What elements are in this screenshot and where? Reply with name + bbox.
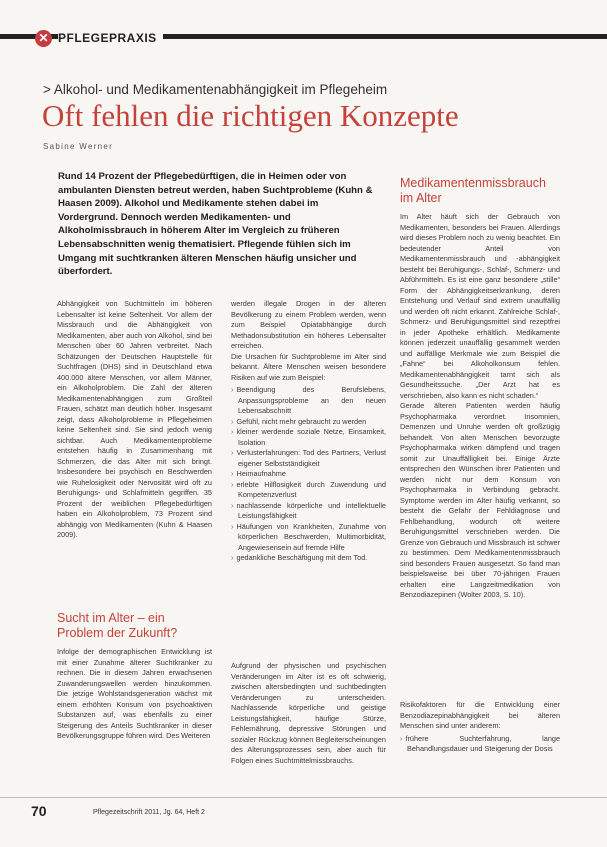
- sub-heading: Sucht im Alter – ein Problem der Zukunft?: [57, 611, 178, 640]
- list-item: › Verlusterfahrungen: Tod des Partners, Verlust eigener Selbstständigkeit: [231, 448, 386, 469]
- body-column-3-continued: [400, 700, 560, 755]
- list-item: › frühere Suchterfahrung, lange Behandlungsdauer und Steigerung der Dosis: [400, 734, 560, 755]
- page-number: 70: [31, 803, 47, 819]
- side-heading: Medikamentenmissbrauch im Alter: [400, 176, 546, 205]
- list-item: › erlebte Hilflosigkeit durch Zuwendung und Kompetenzverlust: [231, 480, 386, 501]
- body-paragraph: Aufgrund der physischen und psychischen Veränderungen im Alter ist es oft schwierig, zwischen altersbedingten und suchtbedingten Veränderungen zu unterscheiden. Nachlassende körperliche und geistige Leistungsfähigkeit, häufige Stürze, Fehlernährung, depressive Störungen und sozialer Rückzug können Begleiterscheinungen des Alterungsprozesses sein, aber auch für Folgen eines Suchtmittelmissbrauchs.: [231, 661, 386, 765]
- footer-citation: Pflegezeitschrift 2011, Jg. 64, Heft 2: [93, 809, 205, 816]
- footer-rule: [0, 797, 607, 798]
- lead-paragraph: Rund 14 Prozent der Pflegebedürftigen, die in Heimen oder von ambulanten Diensten betreut werden, haben Suchtprobleme (Kuhn & Haasen 2009). Alkohol und Medikamente stehen dabei im Vordergrund. Dennoch werden Medikamenten- und Alkoholmissbrauch in höherem Alter im Vergleich zu früheren Lebensabschnitten wenig thematisiert. Pflegende fühlen sich im Umgang mit suchtkranken älteren Menschen häufig unsicher und überfordert.: [58, 171, 373, 278]
- body-paragraph: Risikofaktoren für die Entwicklung einer Benzodiazepinabhängigkeit bei älteren Menschen sind unter anderem:: [400, 700, 560, 730]
- x-circle-icon: ✕: [35, 30, 52, 47]
- section-label: PFLEGEPRAXIS: [58, 31, 163, 45]
- list-item: › nachlassende körperliche und intellektuelle Leistungsfähigkeit: [231, 501, 386, 522]
- body-column-1-continued: [57, 647, 212, 742]
- body-column-3: [400, 212, 560, 601]
- author-name: Sabine Werner: [43, 142, 114, 151]
- list-item: › gedankliche Beschäftigung mit dem Tod.: [231, 553, 386, 564]
- body-column-2: [231, 299, 386, 564]
- article-kicker: > Alkohol- und Medikamentenabhängigkeit im Pflegeheim: [43, 82, 388, 97]
- list-item: › Häufungen von Krankheiten, Zunahme von körperlichen Beschwerden, Multimorbidität, Angewiesensein auf fremde Hilfe: [231, 522, 386, 554]
- list-item: › Heimaufnahme: [231, 469, 386, 480]
- list-item: › Beendigung des Berufslebens, Anpassungsprobleme an den neuen Lebensabschnitt: [231, 385, 386, 417]
- body-paragraph: Im Alter häuft sich der Gebrauch von Medikamenten, besonders bei Frauen. Allerdings wird dieses Problem noch zu wenig beachtet. Ein bedeutender Anteil von Medikamentenmissbrauch und -abhängigkeit besteht bei Beruhigungs-, Schlaf-, Schmerz- und Abführmitteln. Es ist eine ganz besondere „stille“ Form der Abhängigkeitserkrankung, deren Entstehung und Verlauf sind extrem unauffällig und werden oft nicht erkannt. Zahlreiche Schlaf-, Schmerz- und Beruhigungsmittel sind rezeptfrei in jeder Apotheke erhältlich. Medikamente können jederzeit unauffällig gesammelt werden und auffällige Merkmale wie zum Beispiel die „Fahne“ bei Alkoholkonsum fehlen. Medikamentenabhängigkeit tarnt sich als Gesundheitssuche. „Der Arzt hat es verschrieben, also kann es nicht schaden.“ Gerade älteren Patienten werden häufig Psychopharmaka verordnet. Insomnien, Demenzen und Unruhe werden oft großzügig behandelt. Von alten Menschen bevorzugte Psychopharmaka wirken dämpfend und tragen somit zur Unauffälligkeit bei. Einige Ärzte entsprechen den Wünschen ihrer Patienten und werden nicht nur dem Konsum von Psychopharmaka in Verbindung gebracht. Symptome werden im Alter häufig verkannt, so besteht die Gefahr der Fehldiagnose und Fehlbehandlung, wodurch oft weitere Beruhigungsmittel verschrieben werden. Die Grenze von Gebrauch und Missbrauch ist schwer zu bestimmen. Dem Medikamentenmissbrauch sind besonders Frauen ausgesetzt. So fand man beispielsweise bei über 70-jährigen Frauen erhalten eine Langzeitmedikation von Benzodiazepinen (Wolter 2003, S. 10).: [400, 212, 560, 599]
- body-column-1: [57, 299, 212, 541]
- list-item: › Gefühl, nicht mehr gebraucht zu werden: [231, 417, 386, 428]
- article-title: Oft fehlen die richtigen Konzepte: [42, 98, 459, 133]
- list-item: › kleiner werdende soziale Netze, Einsamkeit, Isolation: [231, 427, 386, 448]
- risk-list: [231, 385, 386, 564]
- body-paragraph: werden illegale Drogen in der älteren Bevölkerung zu einem Problem werden, wenn zum Beispiel Opiatabhängige durch Methadonsubstitution ein höheres Lebensalter erreichen. Die Ursachen für Suchtprobleme im Alter sind bekannt. Ältere Menschen weisen besondere Risiken auf wie zum Beispiel:: [231, 299, 386, 382]
- body-paragraph: Infolge der demographischen Entwicklung ist mit einer Zunahme älterer Suchtkranker zu rechnen. Die in diesem Jahren erwachsenen Zuwanderungswellen werden hinzukommen. Die jetzige Wohlstandsgeneration wächst mit einem erhöhten Konsum von psychoaktiven Substanzen auf, was ebenfalls zu einer Steigerung des Anteils Suchtkranker in dieser Bevölkerungsgruppe führen wird. Des Weiteren: [57, 647, 212, 740]
- risk-factor-list: [400, 734, 560, 755]
- body-column-2-continued: [231, 661, 386, 766]
- body-paragraph: Abhängigkeit von Suchtmitteln im höheren Lebensalter ist keine Seltenheit. Vor allem der Missbrauch und die Abhängigkeit von Medikamenten, aber auch von Alkohol, sind bei Menschen über 60 Jahren verbreitet. Nach Schätzungen der Deutschen Hauptstelle für Suchtfragen (DHS) sind in Deutschland etwa 400.000 ältere Menschen, vor allem Männer, ein Alkoholproblem. Die Zahl der älteren Medikamentenabhängigen zum Großteil Frauen, schätzt man deutlich höher. Insgesamt zeigt, dass Alkoholprobleme in Pflegeheimen keine Seltenheit sind. Sie sind jedoch wenig sichtbar. Auch Medikamentenprobleme entstehen häufig in Zusammenhang mit Schmerzen, die das Alter mit sich bringt. Insbesondere bei psychisch en Beschwerden wie Ruhelosigkeit oder Nervosität wird oft zu Beruhigungs- und Schlafmitteln gegriffen. 35 Prozent der weiblichen Pflegebedürftigen haben ein Alkoholproblem, 73 Prozent sind abhängig von Medikamenten (Kuhn & Haasen 2009).: [57, 299, 212, 539]
